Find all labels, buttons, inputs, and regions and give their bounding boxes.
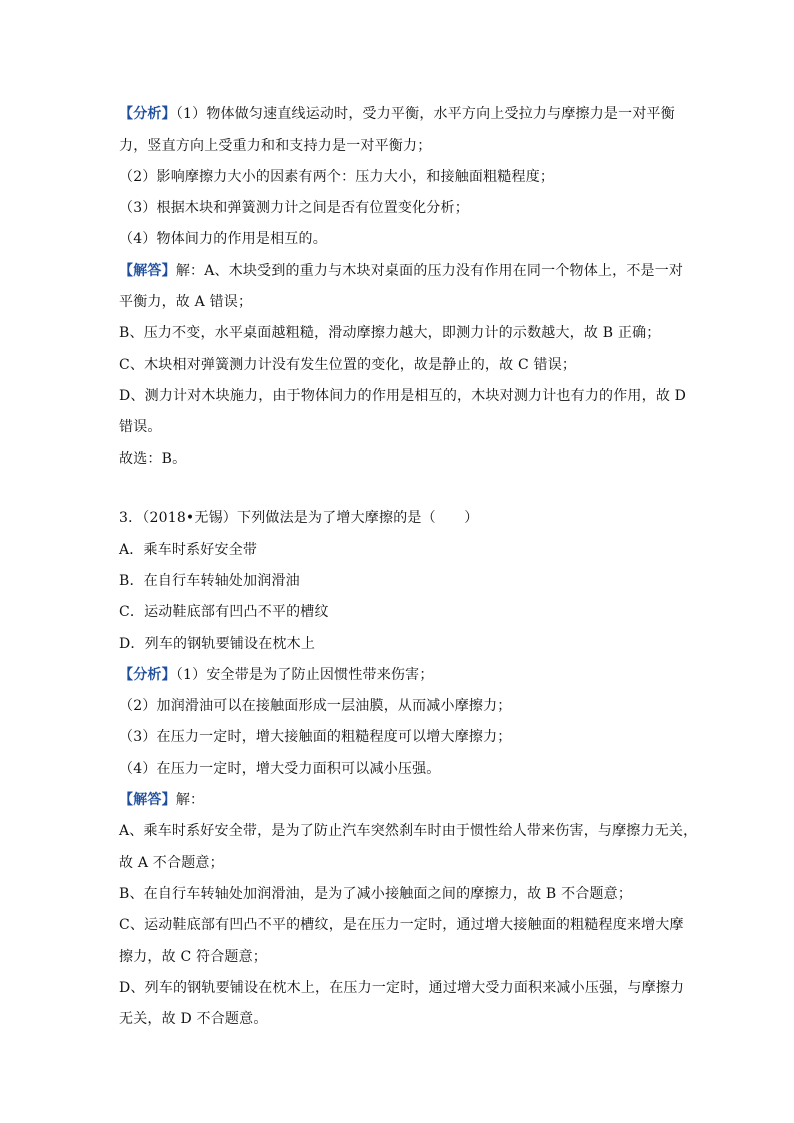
answer-line: C、运动鞋底部有凹凸不平的槽纹，是在压力一定时，通过增大接触面的粗糙程度来增大摩 <box>119 917 684 933</box>
analysis-line: （2）加润滑油可以在接触面形成一层油膜，从而减小摩擦力； <box>119 698 512 714</box>
answer-line: B、压力不变，水平桌面越粗糙，滑动摩擦力越大，即测力计的示数越大，故 B 正确； <box>119 325 661 341</box>
answer-line: 擦力，故 C 符合题意； <box>119 949 268 965</box>
analysis-line: （3）根据木块和弹簧测力计之间是否有位置变化分析； <box>119 200 469 216</box>
option-d: D．列车的钢轨要铺设在枕木上 <box>119 636 316 652</box>
answer-line: 无关，故 D 不合题意。 <box>119 1011 268 1027</box>
analysis-tag: 【分析】 <box>119 106 176 122</box>
answer-line: 【解答】解：A、木块受到的重力与木块对桌面的压力没有作用在同一个物体上，不是一对 <box>119 263 684 279</box>
analysis-line: （3）在压力一定时，增大接触面的粗糙程度可以增大摩擦力； <box>119 729 512 745</box>
answer-tag: 【解答】 <box>119 792 176 808</box>
analysis-line: 力，竖直方向上受重力和和支持力是一对平衡力； <box>119 138 432 154</box>
answer-line: B、在自行车转轴处加润滑油，是为了减小接触面之间的摩擦力，故 B 不合题意； <box>119 886 633 902</box>
answer-line: 平衡力，故 A 错误； <box>119 294 253 310</box>
answer-tag: 【解答】 <box>119 263 176 279</box>
final-choice: 故选：B。 <box>119 451 187 467</box>
analysis-tag: 【分析】 <box>119 667 176 683</box>
answer-line: 故 A 不合题意； <box>119 855 224 871</box>
option-a: A．乘车时系好安全带 <box>119 542 258 558</box>
analysis-line: （2）影响摩擦力大小的因素有两个：压力大小，和接触面粗糙程度； <box>119 169 555 185</box>
answer-line: A、乘车时系好安全带，是为了防止汽车突然刹车时由于惯性给人带来伤害，与摩擦力无关， <box>119 823 698 839</box>
option-c: C．运动鞋底部有凹凸不平的槽纹 <box>119 604 329 620</box>
answer-line: C、木块相对弹簧测力计没有发生位置的变化，故是静止的，故 C 错误； <box>119 357 577 373</box>
analysis-line: （4）在压力一定时，增大受力面积可以减小压强。 <box>119 761 441 777</box>
option-b: B．在自行车转轴处加润滑油 <box>119 573 300 589</box>
analysis-line: 【分析】（1）安全带是为了防止因惯性带来伤害； <box>119 667 434 683</box>
analysis-line: 【分析】（1）物体做匀速直线运动时，受力平衡，水平方向上受拉力与摩擦力是一对平衡 <box>119 106 675 122</box>
answer-line: 【解答】解： <box>119 792 205 808</box>
analysis-line: （4）物体间力的作用是相互的。 <box>119 231 327 247</box>
answer-line: D、测力计对木块施力，由于物体间力的作用是相互的，木块对测力计也有力的作用，故 D <box>119 388 687 404</box>
answer-line: D、列车的钢轨要铺设在枕木上，在压力一定时，通过增大受力面积来减小压强，与摩擦力 <box>119 980 685 996</box>
answer-line: 错误。 <box>119 419 162 435</box>
question-stem: 3．（2018•无锡）下列做法是为了增大摩擦的是（ ） <box>119 510 479 526</box>
